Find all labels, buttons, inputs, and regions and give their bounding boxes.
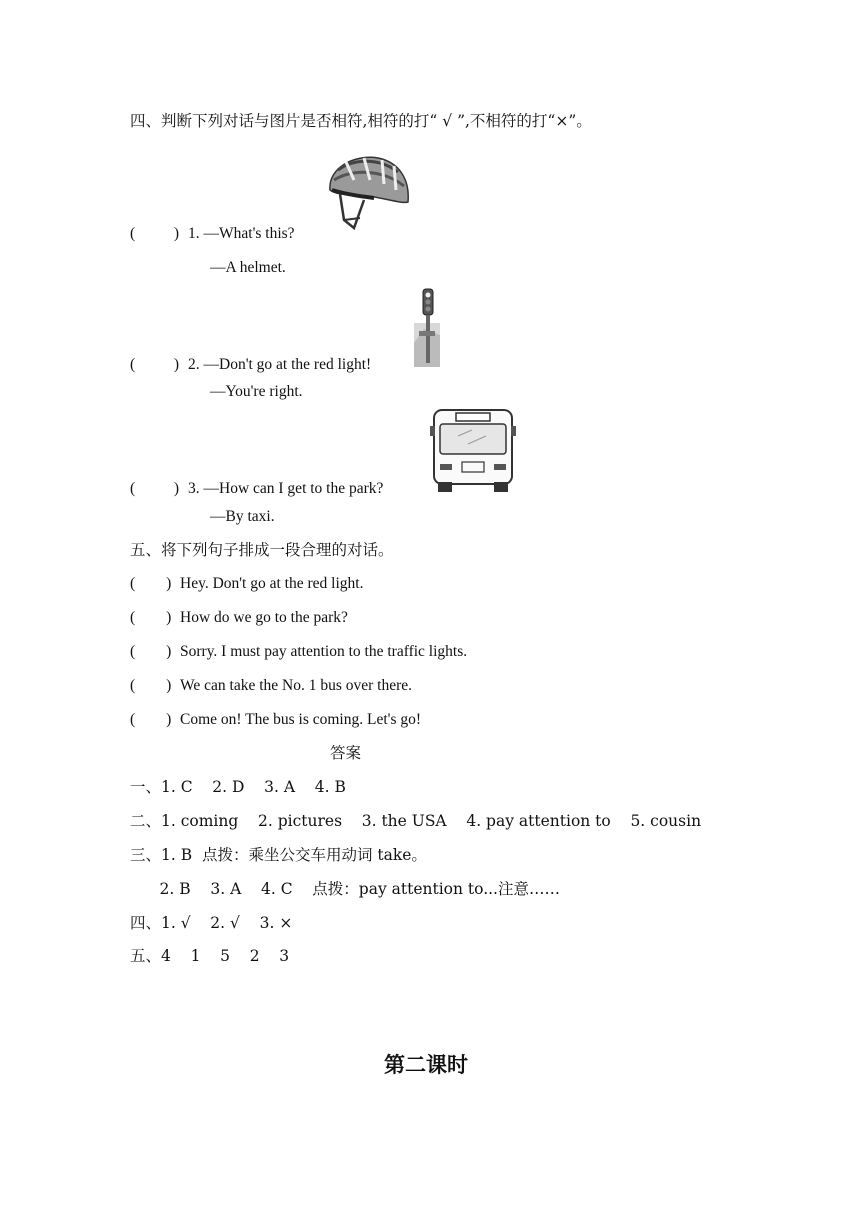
answer-2: —You're right. xyxy=(210,383,303,400)
traffic-light-icon xyxy=(414,283,440,367)
sentence-2: How do we go to the park? xyxy=(180,609,348,626)
sentence-5: Come on! The bus is coming. Let's go! xyxy=(180,711,422,728)
blank-1[interactable]: ( ) xyxy=(130,225,180,242)
answer-line-5: 四、1. √ 2. √ 3. × xyxy=(130,914,293,932)
answers-title: 答案 xyxy=(330,744,362,762)
question-1: 1. —What's this? xyxy=(188,225,295,242)
section5-heading: 五、将下列句子排成一段合理的对话。 xyxy=(130,541,394,559)
helmet-icon xyxy=(324,150,412,232)
answer-1: —A helmet. xyxy=(210,259,286,276)
answer-line-2: 二、1. coming 2. pictures 3. the USA 4. pay attention to 5. cousin xyxy=(130,812,702,830)
sentence-3: Sorry. I must pay attention to the traffic lights. xyxy=(180,643,468,660)
question-3: 3. —How can I get to the park? xyxy=(188,480,384,497)
sentence-1: Hey. Don't go at the red light. xyxy=(180,575,364,592)
answer-line-1: 一、1. C 2. D 3. A 4. B xyxy=(130,778,346,796)
sentence-4: We can take the No. 1 bus over there. xyxy=(180,677,413,694)
order-blank-1[interactable]: ( ) xyxy=(130,575,172,592)
bus-icon xyxy=(428,408,518,494)
next-lesson-title: 第二课时 xyxy=(384,1052,468,1077)
blank-3[interactable]: ( ) xyxy=(130,480,180,497)
section4-heading: 四、判断下列对话与图片是否相符,相符的打“ √ ”,不相符的打“×”。 xyxy=(130,112,592,130)
order-blank-3[interactable]: ( ) xyxy=(130,643,172,660)
answer-3: —By taxi. xyxy=(210,508,275,525)
order-blank-4[interactable]: ( ) xyxy=(130,677,172,694)
answer-line-3: 三、1. B 点拨：乘坐公交车用动词 take。 xyxy=(130,846,427,864)
blank-2[interactable]: ( ) xyxy=(130,356,180,373)
answer-line-4: 2. B 3. A 4. C 点拨：pay attention to...注意…… xyxy=(130,880,560,898)
order-blank-5[interactable]: ( ) xyxy=(130,711,172,728)
order-blank-2[interactable]: ( ) xyxy=(130,609,172,626)
question-2: 2. —Don't go at the red light! xyxy=(188,356,372,373)
answer-line-6: 五、4 1 5 2 3 xyxy=(130,947,290,965)
